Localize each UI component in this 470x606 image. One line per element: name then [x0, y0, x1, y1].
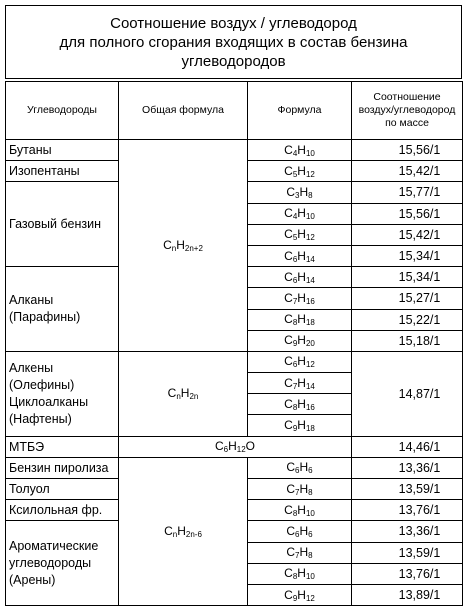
ratio-table	[5, 81, 463, 606]
formula-cell: $C_6H_6$	[248, 521, 352, 542]
header-row	[6, 82, 463, 140]
group-cell-aromat	[6, 521, 119, 606]
group-cell-alkeny	[6, 351, 119, 436]
group-cell-butany: Бутаны	[6, 140, 119, 161]
title-line-3: углеводородов	[181, 52, 286, 70]
ratio-cell: 15,56/1	[352, 203, 463, 224]
formula-cell: $C_7H_8$	[248, 542, 352, 563]
group-alkeny-line-4: (Нафтены)	[9, 411, 72, 426]
group-cell-izopentany: Изопентаны	[6, 161, 119, 182]
group-aromat-line-3: (Арены)	[9, 572, 56, 587]
title-line-1: Соотношение воздух / углеводород	[110, 14, 357, 32]
group-cell-gazovy-benzin: Газовый бензин	[6, 182, 119, 267]
formula-cell: $C_5H_{12}$	[248, 224, 352, 245]
ratio-cell: 15,34/1	[352, 267, 463, 288]
group-cell-piroliz: Бензин пиролиза	[6, 457, 119, 478]
formula-cell: $C_4H_{10}$	[248, 203, 352, 224]
formula-cell: $C_7H_{16}$	[248, 288, 352, 309]
group-aromat-line-1: Ароматические	[9, 538, 99, 553]
table-row	[6, 436, 463, 457]
formula-cell: $C_8H_{10}$	[248, 500, 352, 521]
formula-cell: $C_6H_{14}$	[248, 267, 352, 288]
ratio-cell: 15,22/1	[352, 309, 463, 330]
ratio-cell: 15,27/1	[352, 288, 463, 309]
group-aromat-line-2: углеводороды	[9, 555, 92, 570]
formula-cell: $C_8H_{10}$	[248, 563, 352, 584]
group-cell-ksilol: Ксилольная фр.	[6, 500, 119, 521]
table-row	[6, 140, 463, 161]
ratio-cell: 13,36/1	[352, 521, 463, 542]
formula-cell: $C_7H_8$	[248, 479, 352, 500]
header-ratio	[352, 82, 463, 140]
general-formula-alkenes: $C_nH_{2n}$	[119, 351, 248, 436]
formula-cell: $C_8H_{16}$	[248, 394, 352, 415]
group-alkeny-line-3: Циклоалканы	[9, 394, 89, 409]
formula-cell: $C_9H_{18}$	[248, 415, 352, 436]
table-row	[6, 351, 463, 372]
group-cell-mtbe: МТБЭ	[6, 436, 119, 457]
header-hydrocarbons: Углеводороды	[6, 82, 119, 140]
table-title	[5, 5, 462, 79]
title-line-2: для полного сгорания входящих в состав бензина	[59, 33, 408, 51]
ratio-cell: 15,56/1	[352, 140, 463, 161]
ratio-cell: 13,59/1	[352, 542, 463, 563]
general-formula-aromatics: $C_nH_{2n-6}$	[119, 457, 248, 605]
group-alkany-line-2: (Парафины)	[9, 310, 81, 324]
formula-cell: $C_6H_{12}$	[248, 351, 352, 372]
ratio-cell: 15,42/1	[352, 224, 463, 245]
ratio-cell: 13,76/1	[352, 500, 463, 521]
header-formula: Формула	[248, 82, 352, 140]
formula-cell: $C_4H_{10}$	[248, 140, 352, 161]
formula-cell: $C_3H_8$	[248, 182, 352, 203]
formula-cell: $C_9H_{20}$	[248, 330, 352, 351]
formula-cell: $C_8H_{18}$	[248, 309, 352, 330]
formula-cell: $C_9H_{12}$	[248, 584, 352, 605]
formula-cell: $C_5H_{12}$	[248, 161, 352, 182]
general-formula-alkanes: $C_nH_{2n+2}$	[119, 140, 248, 352]
ratio-cell: 15,18/1	[352, 330, 463, 351]
formula-cell: $C_6H_6$	[248, 457, 352, 478]
formula-cell: $C_7H_{14}$	[248, 373, 352, 394]
formula-cell: $C_6H_{14}$	[248, 245, 352, 266]
group-cell-toluol: Толуол	[6, 479, 119, 500]
ratio-cell: 15,77/1	[352, 182, 463, 203]
formula-cell-mtbe: $C_6H_{12}O$	[119, 436, 352, 457]
ratio-cell: 15,42/1	[352, 161, 463, 182]
group-cell-alkany	[6, 267, 119, 352]
group-alkany-line-1: Алканы	[9, 293, 54, 307]
ratio-cell: 13,89/1	[352, 584, 463, 605]
group-alkeny-line-2: (Олефины)	[9, 377, 75, 392]
ratio-cell: 13,59/1	[352, 479, 463, 500]
group-alkeny-line-1: Алкены	[9, 360, 54, 375]
header-ratio-line-2: воздух/углеводород	[358, 104, 456, 116]
ratio-cell: 14,46/1	[352, 436, 463, 457]
ratio-cell: 13,76/1	[352, 563, 463, 584]
ratio-cell-alkenes: 14,87/1	[352, 351, 463, 436]
header-ratio-line-1: Соотношение	[373, 91, 441, 103]
header-ratio-line-3: по массе	[385, 117, 429, 129]
header-general-formula: Общая формула	[119, 82, 248, 140]
table-row	[6, 457, 463, 478]
ratio-cell: 15,34/1	[352, 245, 463, 266]
ratio-cell: 13,36/1	[352, 457, 463, 478]
